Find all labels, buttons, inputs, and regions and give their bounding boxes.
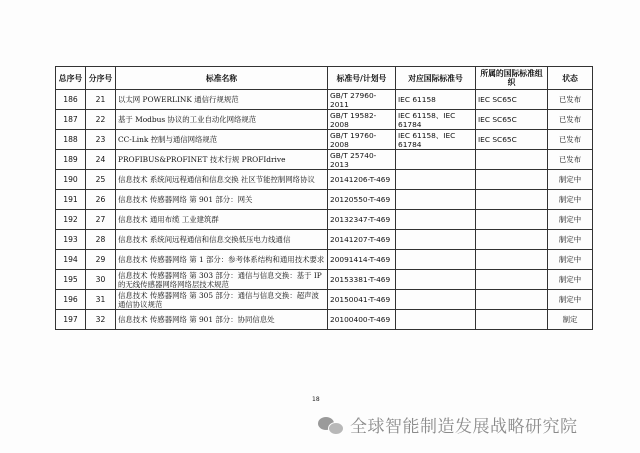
table-row (56, 90, 593, 110)
cell-intl-std (396, 270, 476, 290)
cell-std-name: PROFIBUS&PROFINET 技术行规 PROFIdrive (116, 150, 328, 170)
cell-intl-org (476, 310, 548, 330)
cell-total-no: 188 (56, 130, 86, 150)
wechat-icon (318, 415, 344, 435)
table-row (56, 310, 593, 330)
table-row (56, 170, 593, 190)
cell-sub-no: 22 (86, 110, 116, 130)
cell-total-no: 190 (56, 170, 86, 190)
cell-std-code: 20091414-T-469 (328, 250, 396, 270)
cell-sub-no: 25 (86, 170, 116, 190)
cell-std-name: 以太网 POWERLINK 通信行规规范 (116, 90, 328, 110)
cell-std-code: 20120550-T-469 (328, 190, 396, 210)
cell-std-code: 20150041-T-469 (328, 290, 396, 310)
cell-intl-std (396, 170, 476, 190)
cell-sub-no: 21 (86, 90, 116, 110)
header-sub-no: 分序号 (86, 67, 116, 90)
cell-intl-std: IEC 61158、IEC 61784 (396, 110, 476, 130)
cell-total-no: 196 (56, 290, 86, 310)
cell-intl-org (476, 210, 548, 230)
cell-intl-org: IEC SC65C (476, 110, 548, 130)
header-std-code: 标准号/计划号 (328, 67, 396, 90)
cell-intl-std: IEC 61158、IEC 61784 (396, 130, 476, 150)
cell-intl-org (476, 230, 548, 250)
cell-total-no: 187 (56, 110, 86, 130)
cell-intl-org: IEC SC65C (476, 130, 548, 150)
cell-total-no: 195 (56, 270, 86, 290)
cell-total-no: 189 (56, 150, 86, 170)
cell-sub-no: 26 (86, 190, 116, 210)
cell-std-code: GB/T 19582-2008 (328, 110, 396, 130)
cell-sub-no: 30 (86, 270, 116, 290)
cell-sub-no: 29 (86, 250, 116, 270)
cell-intl-org: IEC SC65C (476, 90, 548, 110)
cell-std-name: CC-Link 控制与通信网络规范 (116, 130, 328, 150)
cell-intl-org (476, 170, 548, 190)
standards-table (55, 66, 593, 330)
cell-status: 制定中 (548, 210, 593, 230)
cell-intl-std (396, 150, 476, 170)
cell-intl-std (396, 210, 476, 230)
cell-sub-no: 27 (86, 210, 116, 230)
cell-std-name: 信息技术 传感器网络 第 901 部分：协同信息处 (116, 310, 328, 330)
cell-sub-no: 23 (86, 130, 116, 150)
cell-status: 制定中 (548, 230, 593, 250)
cell-intl-std: IEC 61158 (396, 90, 476, 110)
cell-total-no: 197 (56, 310, 86, 330)
header-std-name: 标准名称 (116, 67, 328, 90)
table-row (56, 150, 593, 170)
table-row (56, 290, 593, 310)
cell-std-name: 信息技术 传感器网络 第 305 部分：通信与信息交换：超声波通信协议规范 (116, 290, 328, 310)
cell-total-no: 192 (56, 210, 86, 230)
cell-std-code: GB/T 27960-2011 (328, 90, 396, 110)
cell-std-code: 20100400-T-469 (328, 310, 396, 330)
header-intl-org: 所属的国际标准组织 (476, 67, 548, 90)
cell-std-code: 20141206-T-469 (328, 170, 396, 190)
cell-status: 已发布 (548, 110, 593, 130)
cell-sub-no: 32 (86, 310, 116, 330)
cell-intl-org (476, 150, 548, 170)
cell-std-name: 信息技术 传感器网络 第 1 部分：参考体系结构和通用技术要求 (116, 250, 328, 270)
table-row (56, 130, 593, 150)
header-total-no: 总序号 (56, 67, 86, 90)
cell-std-code: GB/T 25740-2013 (328, 150, 396, 170)
table-row (56, 250, 593, 270)
cell-intl-std (396, 310, 476, 330)
cell-sub-no: 24 (86, 150, 116, 170)
cell-status: 制定中 (548, 170, 593, 190)
cell-total-no: 186 (56, 90, 86, 110)
cell-intl-org (476, 290, 548, 310)
watermark (318, 412, 578, 437)
cell-intl-std (396, 190, 476, 210)
cell-total-no: 193 (56, 230, 86, 250)
table-row (56, 230, 593, 250)
cell-total-no: 191 (56, 190, 86, 210)
table-row (56, 270, 593, 290)
cell-sub-no: 31 (86, 290, 116, 310)
cell-std-name: 信息技术 传感器网络 第 901 部分：网关 (116, 190, 328, 210)
watermark-text: 全球智能制造发展战略研究院 (350, 417, 578, 437)
cell-status: 已发布 (548, 130, 593, 150)
cell-intl-org (476, 270, 548, 290)
cell-status: 制定中 (548, 270, 593, 290)
page-number: 18 (312, 396, 320, 403)
cell-status: 制定 (548, 310, 593, 330)
header-status: 状态 (548, 67, 593, 90)
table-header-row (56, 67, 593, 90)
cell-std-name: 信息技术 传感器网络 第 303 部分：通信与信息交换：基于 IP 的无线传感器网络网络层技术规范 (116, 270, 328, 290)
cell-status: 已发布 (548, 150, 593, 170)
cell-std-code: 20153381-T-469 (328, 270, 396, 290)
cell-total-no: 194 (56, 250, 86, 270)
cell-intl-std (396, 290, 476, 310)
table-row (56, 110, 593, 130)
table-row (56, 210, 593, 230)
cell-status: 制定中 (548, 290, 593, 310)
cell-std-code: 20132347-T-469 (328, 210, 396, 230)
header-intl-std: 对应国际标准号 (396, 67, 476, 90)
cell-status: 制定中 (548, 250, 593, 270)
cell-status: 制定中 (548, 190, 593, 210)
cell-std-name: 基于 Modbus 协议的工业自动化网络规范 (116, 110, 328, 130)
table-row (56, 190, 593, 210)
cell-std-code: GB/T 19760-2008 (328, 130, 396, 150)
cell-intl-org (476, 250, 548, 270)
cell-status: 已发布 (548, 90, 593, 110)
cell-std-code: 20141207-T-469 (328, 230, 396, 250)
cell-std-name: 信息技术 系统间远程通信和信息交换 社区节能控制网络协议 (116, 170, 328, 190)
cell-intl-org (476, 190, 548, 210)
cell-intl-std (396, 230, 476, 250)
cell-sub-no: 28 (86, 230, 116, 250)
cell-std-name: 信息技术 通用布缆 工业建筑群 (116, 210, 328, 230)
cell-std-name: 信息技术 系统间远程通信和信息交换低压电力线通信 (116, 230, 328, 250)
cell-intl-std (396, 250, 476, 270)
